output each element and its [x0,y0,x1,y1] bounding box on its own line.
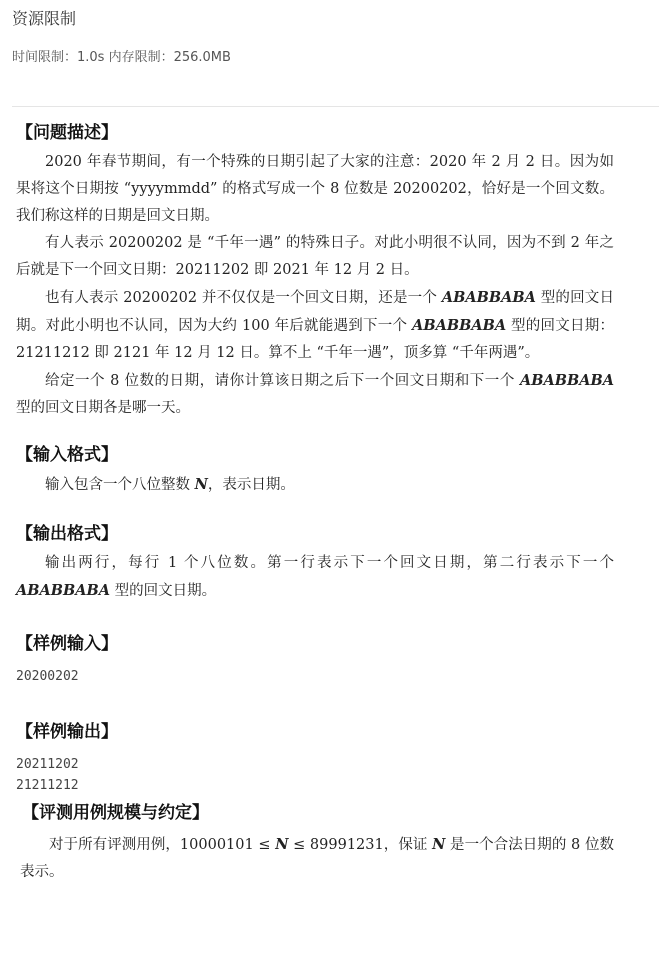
input-format-text [16,471,614,499]
output-format-text [16,550,614,605]
variable-n: N [432,836,446,853]
constraints-heading: 【评测用例规模与约定】 [22,803,209,823]
problem-paragraph-4 [16,367,614,422]
input-text-a: 输入包含一个八位整数 [45,477,195,493]
page-title: 资源限制 [12,9,77,28]
sample-input-line: 20200202 [16,669,79,684]
output-text-a: 输出两行，每行 1 个八位数。第一行表示下一个回文日期，第二行表示下一个 [45,555,614,571]
abab-pattern: ABABBABA [519,372,614,389]
sample-output-line-2: 21211212 [16,778,79,793]
sample-output-line-1: 20211202 [16,757,79,772]
problem-paragraph-2: 有人表示 20200202 是 “千年一遇” 的特殊日子。对此小明很不认同，因为不到 2 年之后就是下一个回文日期：20211202 即 2021 年 12 月 2 日。 [16,235,614,278]
p3-part-c: 型的回文日期：21211212 即 2121 年 12 月 12 日。算不上 “千年一遇”，顶多算 “千年两遇”。 [16,318,614,361]
input-format-heading: 【输入格式】 [16,445,118,465]
constraints-text-c: 是一个合法日期的 8 位数表示。 [20,837,614,880]
output-format-heading: 【输出格式】 [16,524,118,544]
resource-limits: 时间限制：1.0s 内存限制：256.0MB [12,50,231,65]
constraints-text-a: 对于所有评测用例，10000101 ≤ [49,837,276,853]
input-text-b: ，表示日期。 [207,477,295,493]
constraints-text [20,831,614,886]
constraints-text-b: ≤ 89991231，保证 [288,837,433,853]
problem-content [16,118,614,886]
variable-n: N [275,836,289,853]
p4-part-a: 给定一个 8 位数的日期，请你计算该日期之后下一个回文日期和下一个 [45,373,520,389]
output-text-b: 型的回文日期。 [110,583,217,599]
problem-paragraph-3 [16,284,614,367]
variable-n: N [194,476,208,493]
p4-part-b: 型的回文日期各是哪一天。 [16,400,190,416]
abab-pattern: ABABBABA [16,582,111,599]
abab-pattern: ABABBABA [441,289,536,306]
p3-part-a: 也有人表示 20200202 并不仅仅是一个回文日期，还是一个 [45,290,442,306]
sample-output-heading: 【样例输出】 [16,722,118,742]
abab-pattern: ABABBABA [412,317,507,334]
problem-paragraph-1: 2020 年春节期间，有一个特殊的日期引起了大家的注意：2020 年 2 月 2 日。因为如果将这个日期按 “yyyymmdd” 的格式写成一个 8 位数是 20200202，恰好是一个回文数。我们称这样的日期是回文日期。 [16,154,614,224]
problem-description-heading: 【问题描述】 [16,123,118,143]
divider [12,106,659,107]
sample-input-heading: 【样例输入】 [16,634,118,654]
p3-part-b: 型的回文日期。对此小明也不认同，因为大约 100 年后就能遇到下一个 [16,290,615,334]
